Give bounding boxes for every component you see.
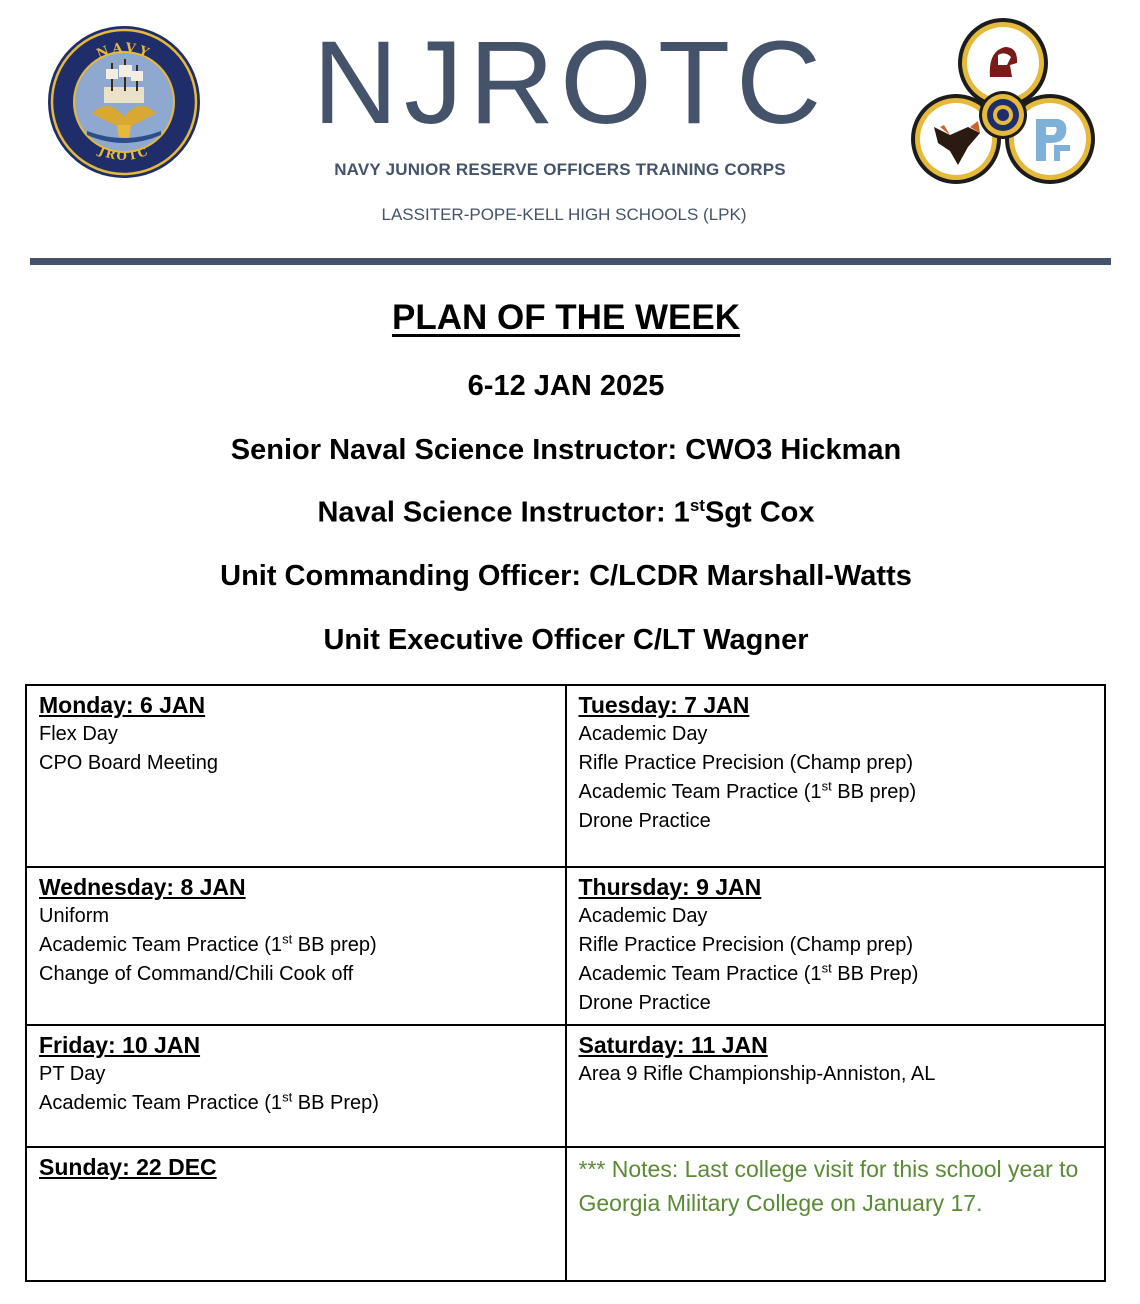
staff-commanding-officer: Unit Commanding Officer: C/LCDR Marshall-Watts	[220, 560, 912, 592]
schedule-item: Academic Day	[578, 723, 708, 745]
day-heading: Sunday: 22 DEC	[39, 1154, 217, 1180]
staff-naval-instructor: Naval Science Instructor: 1stSgt Cox	[317, 496, 815, 529]
schedule-cell-sunday	[26, 1147, 566, 1281]
staff-senior-instructor: Senior Naval Science Instructor: CWO3 Hickman	[230, 434, 902, 466]
schedule-item: Rifle Practice Precision (Champ prep)	[578, 752, 914, 774]
plan-title: PLAN OF THE WEEK	[391, 298, 741, 337]
school-name: LASSITER-POPE-KELL HIGH SCHOOLS (LPK)	[381, 205, 747, 224]
schedule-cell-wednesday	[26, 867, 566, 1025]
schedule-cell-thursday	[566, 867, 1106, 1025]
schedule-item: CPO Board Meeting	[39, 752, 218, 774]
schedule-cell-monday	[26, 685, 566, 867]
svg-text:NAVY: NAVY	[94, 40, 154, 63]
schedule-item: Academic Team Practice (1st BB prep)	[578, 778, 917, 803]
schedule-item: Change of Command/Chili Cook off	[39, 963, 354, 985]
lpk-schools-emblem-logo	[910, 15, 1096, 185]
svg-text:JROTC: JROTC	[96, 143, 152, 164]
weekly-schedule-table	[25, 684, 1106, 1282]
day-heading: Tuesday: 7 JAN	[578, 692, 750, 718]
schedule-cell-saturday	[566, 1025, 1106, 1147]
schedule-item: Area 9 Rifle Championship-Anniston, AL	[578, 1063, 936, 1085]
schedule-item: Rifle Practice Precision (Champ prep)	[578, 934, 914, 956]
organization-subtitle: NAVY JUNIOR RESERVE OFFICERS TRAINING CORPS	[334, 160, 786, 179]
document-header	[0, 0, 1140, 270]
day-heading: Wednesday: 8 JAN	[39, 874, 246, 900]
day-heading: Monday: 6 JAN	[39, 692, 206, 718]
schedule-item: Academic Team Practice (1st BB prep)	[39, 931, 377, 956]
schedule-item: Drone Practice	[578, 810, 711, 832]
staff-executive-officer: Unit Executive Officer C/LT Wagner	[323, 624, 809, 656]
schedule-cell-notes	[566, 1147, 1106, 1281]
schedule-row	[26, 867, 1105, 1025]
header-divider	[30, 258, 1111, 265]
week-dates: 6-12 JAN 2025	[467, 370, 665, 402]
day-heading: Friday: 10 JAN	[39, 1032, 201, 1058]
day-heading: Saturday: 11 JAN	[578, 1032, 768, 1058]
day-heading: Thursday: 9 JAN	[578, 874, 762, 900]
schedule-item: Academic Team Practice (1st BB Prep)	[39, 1089, 379, 1114]
schedule-cell-tuesday	[566, 685, 1106, 867]
schedule-row	[26, 1025, 1105, 1147]
schedule-cell-friday	[26, 1025, 566, 1147]
schedule-item: Flex Day	[39, 723, 118, 745]
schedule-item: Uniform	[39, 905, 110, 927]
schedule-item: Academic Day	[578, 905, 708, 927]
page-title: NJROTC	[312, 17, 828, 149]
schedule-item: Drone Practice	[578, 992, 711, 1014]
schedule-row	[26, 1147, 1105, 1281]
schedule-notes: *** Notes: Last college visit for this school year to Georgia Military College on January 17.	[578, 1156, 1079, 1216]
schedule-item: PT Day	[39, 1063, 106, 1085]
schedule-row	[26, 685, 1105, 867]
schedule-item: Academic Team Practice (1st BB Prep)	[578, 960, 919, 985]
